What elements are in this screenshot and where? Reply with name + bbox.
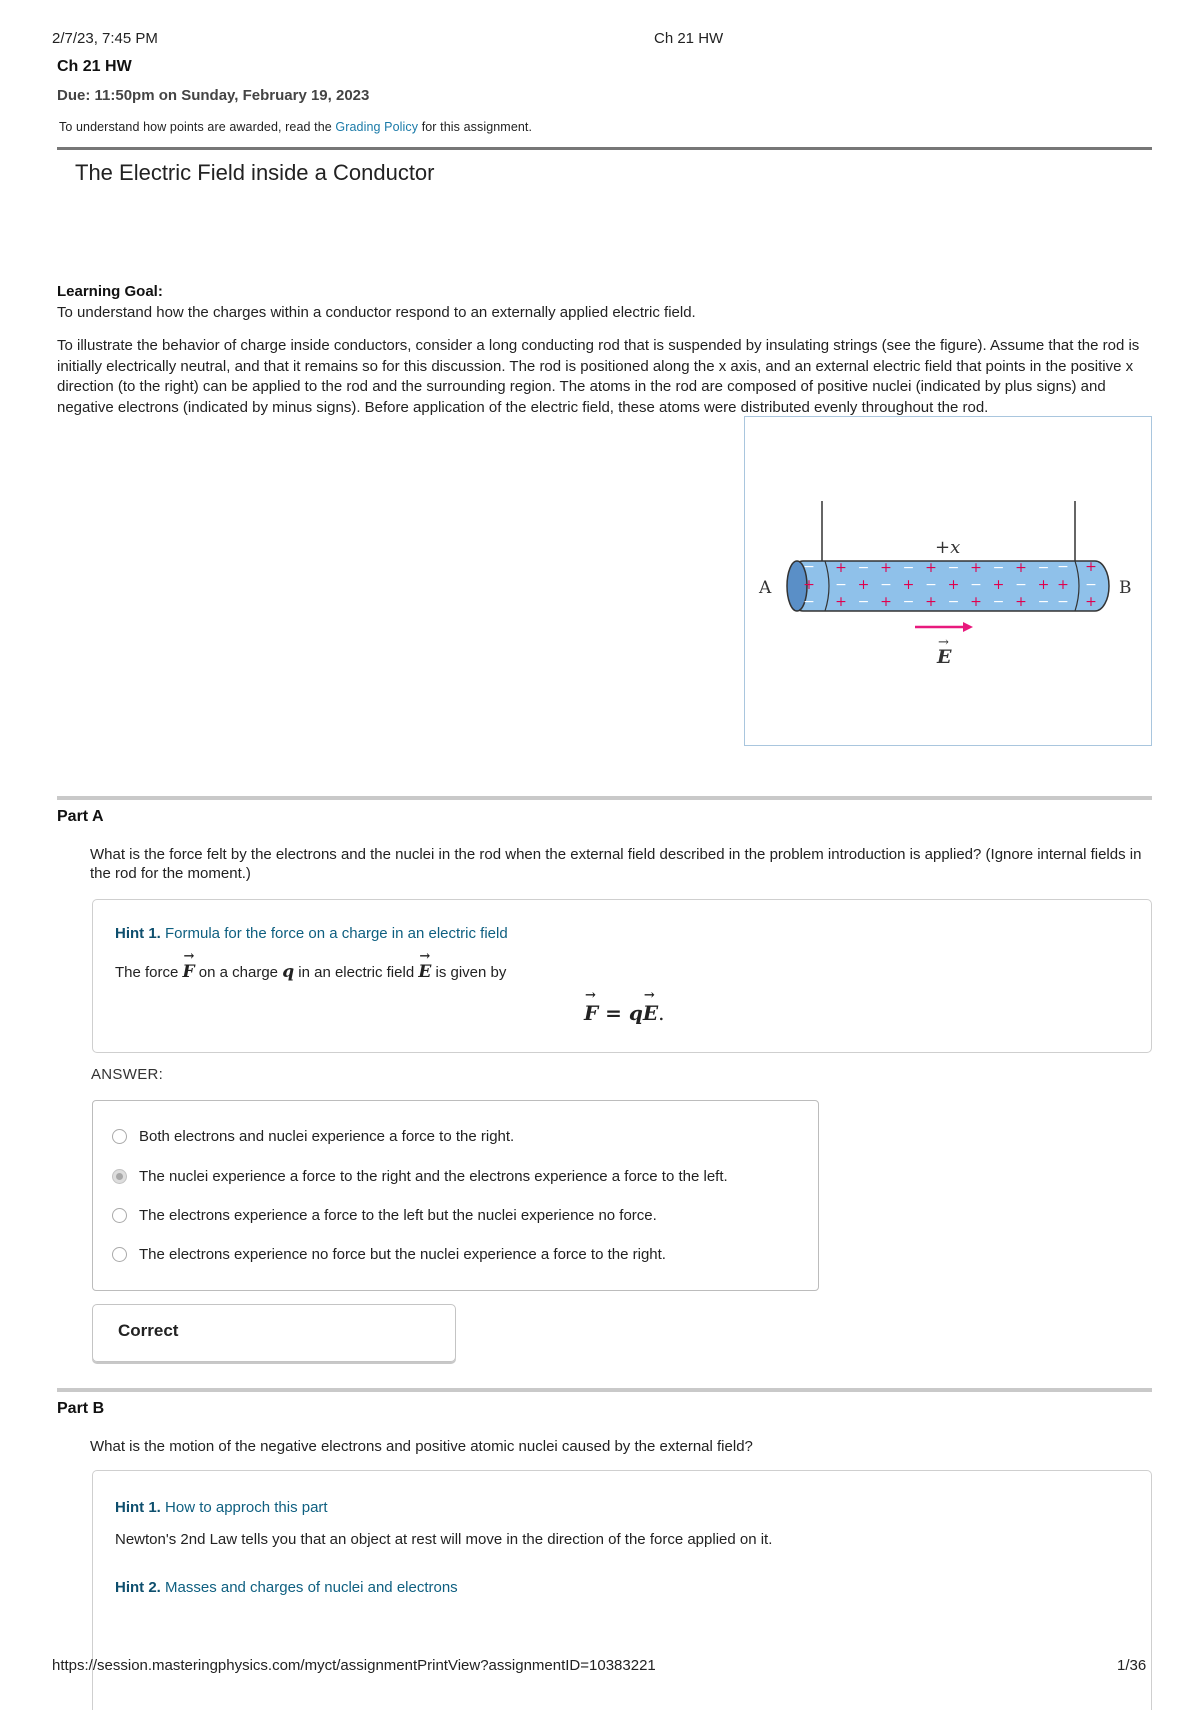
page-number: 1/36 <box>1117 1657 1147 1674</box>
minus-charge: − <box>902 594 915 610</box>
option-text: The electrons experience a force to the left but the nuclei experience no force. <box>139 1207 657 1224</box>
hint-title-text: Formula for the force on a charge in an electric field <box>165 925 508 942</box>
minus-charge: − <box>857 594 870 610</box>
minus-charge: − <box>925 577 937 593</box>
formula-equals-q: = q <box>598 1001 643 1025</box>
minus-charge: − <box>857 560 870 576</box>
plus-charge: + <box>803 577 815 593</box>
radio-button[interactable] <box>112 1129 127 1144</box>
plus-charge: + <box>880 560 892 576</box>
minus-charge: − <box>1037 560 1050 576</box>
part-a-label: Part A <box>57 808 104 825</box>
plus-charge: + <box>880 594 892 610</box>
minus-charge: − <box>835 577 847 593</box>
formula-force: → F <box>584 1001 598 1025</box>
footer-url: https://session.masteringphysics.com/myct/assignmentPrintView?assignmentID=10383221 <box>52 1657 656 1674</box>
plus-charge: + <box>1037 577 1050 593</box>
part-b-label: Part B <box>57 1400 105 1417</box>
part-b-question: What is the motion of the negative electrons and positive atomic nuclei caused by the external field? <box>90 1438 753 1455</box>
plus-charge: + <box>1015 594 1027 610</box>
part-b-divider <box>57 1388 1152 1392</box>
plus-charge: + <box>857 577 870 593</box>
plus-charge: + <box>1015 560 1027 576</box>
assignment-title: Ch 21 HW <box>57 58 132 75</box>
problem-introduction: To illustrate the behavior of charge inside conductors, consider a long conducting rod that is suspended by insulating strings (see the figure). Assume that the rod is initially electrically neutral, and that it remains so for this discussion. The rod is positioned along the x axis, and an external electric field that points in the positive x direction (to the right) can be applied to the rod and the surrounding region. The atoms in the rod are composed of positive nuclei (indicated by plus signs) and negative electrons (indicated by minus signs). Before application of the electric field, these atoms were distributed evenly throughout the rod. <box>57 337 1140 416</box>
print-title: Ch 21 HW <box>654 30 724 47</box>
minus-charge: − <box>992 594 1005 610</box>
print-date: 2/7/23, 7:45 PM <box>52 30 158 47</box>
plus-charge: + <box>902 577 915 593</box>
minus-charge: − <box>1085 577 1097 593</box>
answer-option-3[interactable] <box>112 1207 657 1224</box>
plus-charge: + <box>835 594 847 610</box>
hint-number: Hint 1. <box>115 925 161 942</box>
minus-charge: − <box>947 560 960 576</box>
minus-charge: − <box>1037 594 1050 610</box>
radio-button[interactable] <box>112 1208 127 1223</box>
option-text: Both electrons and nuclei experience a force to the right. <box>139 1128 515 1145</box>
minus-charge: − <box>992 560 1005 576</box>
end-label-a: A <box>759 578 772 598</box>
hint-body-part: in an electric field <box>298 964 415 981</box>
force-formula <box>584 1001 664 1025</box>
rod-figure-svg <box>745 417 1151 745</box>
part-a-hint-1-body <box>115 962 506 982</box>
field-vector-symbol: → E <box>418 962 431 982</box>
minus-charge: − <box>1057 559 1069 575</box>
formula-field: → E <box>643 1001 658 1025</box>
problem-title: The Electric Field inside a Conductor <box>75 160 435 185</box>
plus-charge: + <box>992 577 1005 593</box>
minus-charge: − <box>970 577 982 593</box>
learning-goal-label: Learning Goal: <box>57 283 163 300</box>
result-correct: Correct <box>118 1321 179 1340</box>
plus-charge: + <box>1085 559 1097 575</box>
part-a-divider <box>57 796 1152 800</box>
plus-charge: + <box>925 594 937 610</box>
grading-suffix: for this assignment. <box>421 120 533 134</box>
formula-period: . <box>658 1001 665 1025</box>
part-a-question: What is the force felt by the electrons and the nuclei in the rod when the external field described in the problem introduction is applied? (Ignore internal fields in the rod for the moment.) <box>90 846 1142 882</box>
hint-title-text: How to approch this part <box>165 1499 328 1516</box>
answer-option-1[interactable] <box>112 1128 514 1145</box>
hint-title-text: Masses and charges of nuclei and electrons <box>165 1579 458 1596</box>
part-b-hint-1-body: Newton's 2nd Law tells you that an object at rest will move in the direction of the force applied on it. <box>115 1531 773 1548</box>
header-divider <box>57 147 1152 150</box>
part-b-hint-2-title[interactable] <box>115 1579 458 1596</box>
grading-policy-line <box>59 120 532 134</box>
minus-charge: − <box>880 577 892 593</box>
option-text: The nuclei experience a force to the right and the electrons experience a force to the left. <box>139 1168 728 1185</box>
field-label-e: E <box>937 646 952 668</box>
grading-prefix: To understand how points are awarded, read the <box>59 120 332 134</box>
plus-charge: + <box>925 560 937 576</box>
charge-symbol: q <box>282 962 295 982</box>
hint-body-part: on a charge <box>198 964 279 981</box>
plus-charge: + <box>970 560 982 576</box>
part-b-hint-1-title[interactable] <box>115 1499 328 1516</box>
minus-charge: − <box>902 560 915 576</box>
plus-charge: + <box>835 560 847 576</box>
radio-button-selected[interactable] <box>112 1169 127 1184</box>
minus-charge: − <box>803 594 815 610</box>
grading-policy-link[interactable]: Grading Policy <box>335 120 419 134</box>
x-axis-label: +x <box>935 537 961 558</box>
hint-number: Hint 1. <box>115 1499 161 1516</box>
answer-option-4[interactable] <box>112 1246 666 1263</box>
electric-field-arrowhead <box>963 622 973 632</box>
minus-charge: − <box>1015 577 1027 593</box>
hint-body-part: is given by <box>435 964 507 981</box>
plus-charge: + <box>947 577 960 593</box>
radio-button[interactable] <box>112 1247 127 1262</box>
end-label-b: B <box>1119 578 1132 598</box>
minus-charge: − <box>1057 594 1069 610</box>
rod-figure <box>744 416 1152 746</box>
force-vector-symbol: → F <box>183 962 195 982</box>
minus-charge: − <box>947 594 960 610</box>
hint-body-part: The force <box>115 964 179 981</box>
option-text: The electrons experience no force but the nuclei experience a force to the right. <box>139 1246 666 1263</box>
due-date: Due: 11:50pm on Sunday, February 19, 2023 <box>57 87 370 104</box>
plus-charge: + <box>970 594 982 610</box>
plus-charge: + <box>1057 577 1069 593</box>
answer-label: ANSWER: <box>91 1066 164 1083</box>
learning-goal-text: To understand how the charges within a conductor respond to an externally applied electric field. <box>57 304 696 321</box>
part-a-hint-1-title[interactable] <box>115 925 508 942</box>
plus-charge: + <box>1085 594 1097 610</box>
hint-number: Hint 2. <box>115 1579 161 1596</box>
minus-charge: − <box>803 559 815 575</box>
answer-option-2[interactable] <box>112 1168 728 1185</box>
field-vector-arrow-icon: → <box>938 635 949 650</box>
